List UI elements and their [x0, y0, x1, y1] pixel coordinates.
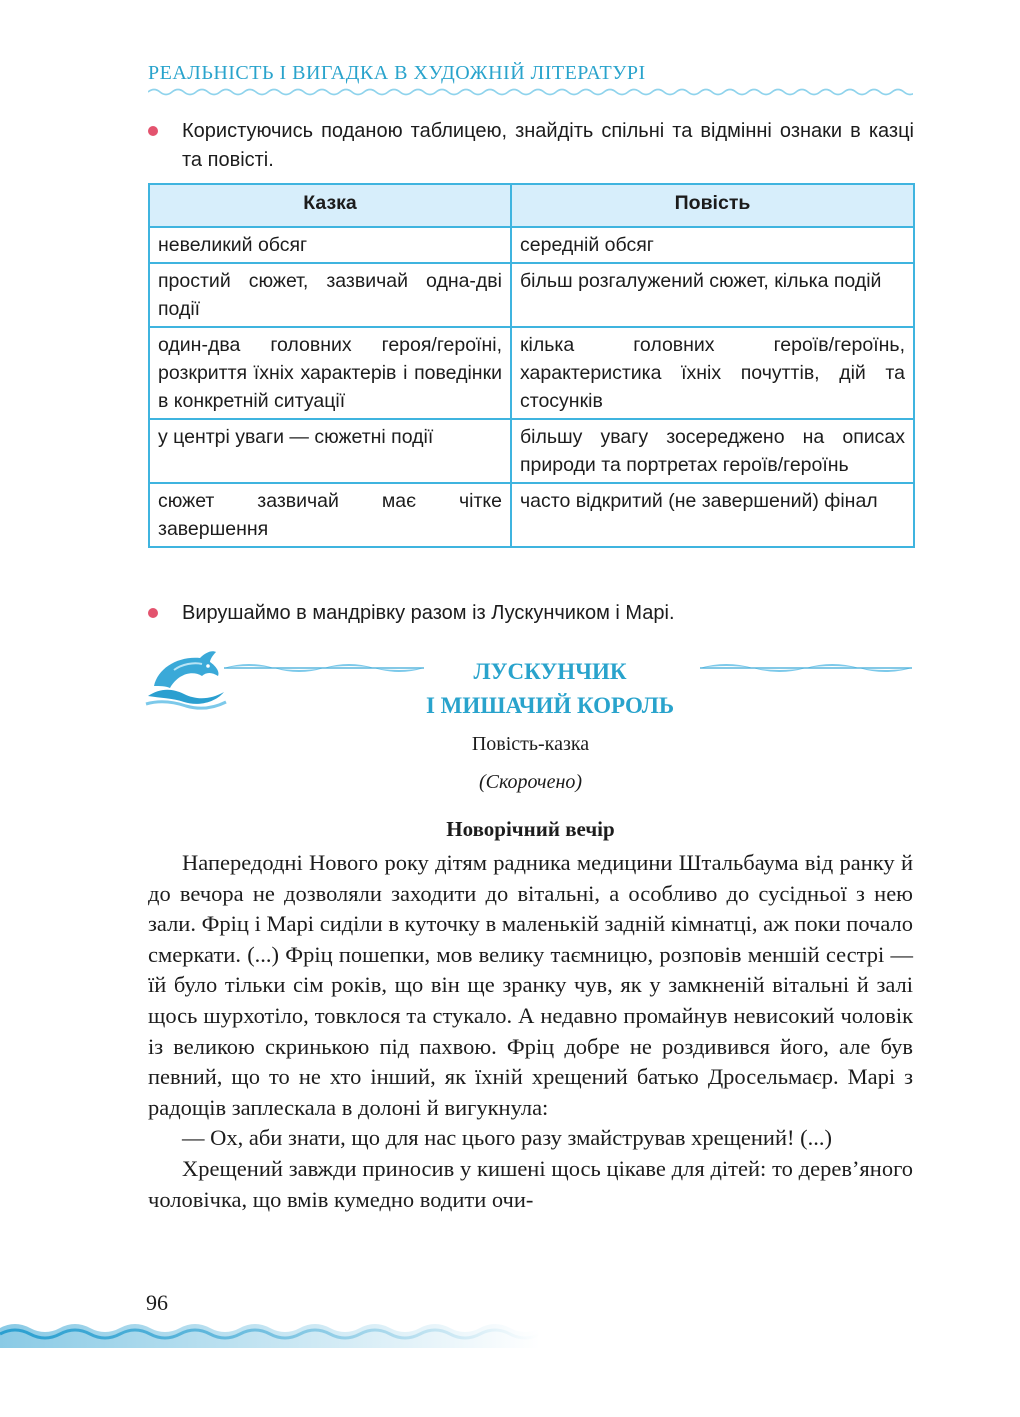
story-paragraph: Хрещений завжди приносив у кишені щось цікаве для дітей: то дерев’яного чоловічка, що вмів кумедно водити очи- — [148, 1155, 913, 1212]
story-genre: Повість-казка — [471, 733, 590, 755]
task-bullet-table — [182, 117, 914, 175]
dolphin-icon — [144, 646, 228, 710]
table-header-row — [149, 184, 914, 227]
story-paragraph: Напередодні Нового року дітям радника медицини Штальбаума від ранку й до вечора не дозволяли заходити до вітальні, а особливо до сусідньої з нею зали. Фріц і Марі сиділи в куточку в маленькій задній кімнатці, аж поки почало смеркати. (...) Фріц пошепки, мов велику таємницю, розповів меншій сестрі — їй було тільки сім років, що він ще зранку чув, як у замкненій вітальні й залі щось шурхотіло, товклося та стукало. А недавно промайнув невисокий чоловік із великою скринькою під пахвою. Фріц добре не роздивився його, але був певний, що то не хто інший, як їхній хрещений батько Дросельмаєр. Марі з радощів заплескала в долоні й вигукнула: — [148, 850, 913, 1120]
story-paragraph: — Ох, аби знати, що для нас цього разу змайстрував хрещений! (...) — [182, 1125, 832, 1151]
bullet-dot-icon — [148, 126, 158, 136]
abridged-note: (Скорочено) — [478, 771, 583, 793]
page-number: 96 — [146, 1290, 168, 1315]
table-cell: невеликий обсяг — [149, 227, 511, 263]
comparison-table — [148, 183, 915, 548]
story-title-line2: І МИШАЧИЙ КОРОЛЬ — [425, 693, 675, 718]
table-cell: більш розгалужений сюжет, кілька подій — [511, 263, 914, 327]
running-header: РЕАЛЬНІСТЬ І ВИГАДКА В ХУДОЖНІЙ ЛІТЕРАТУРІ — [148, 62, 646, 84]
table-cell: часто відкритий (не завершений) фінал — [511, 483, 914, 547]
table-row — [149, 227, 914, 263]
story-title — [400, 655, 700, 723]
title-wave-left — [224, 660, 424, 676]
table-cell: у центрі уваги — сюжетні події — [149, 419, 511, 483]
task-text: Користуючись поданою таблицею, знайдіть спільні та відмінні ознаки в казці та повісті. — [182, 120, 914, 171]
table-row — [149, 483, 914, 547]
table-cell: більшу увагу зосереджено на описах природи та портретах героїв/героїнь — [511, 419, 914, 483]
footer-wave-decoration — [0, 1318, 540, 1348]
table-cell: сюжет зазвичай має чітке завершення — [149, 483, 511, 547]
chapter-title: Новорічний вечір — [446, 817, 615, 841]
table-cell: середній обсяг — [511, 227, 914, 263]
table-row — [149, 327, 914, 419]
header-wave-divider — [148, 86, 913, 98]
title-wave-right — [700, 660, 912, 676]
column-header-novella: Повість — [511, 184, 914, 227]
task-text: Вирушаймо в мандрівку разом із Лускунчиком і Марі. — [182, 602, 675, 624]
story-title-line1: ЛУСКУНЧИК — [473, 659, 627, 684]
task-bullet-journey — [182, 599, 914, 628]
bullet-dot-icon — [148, 608, 158, 618]
column-header-fairy-tale: Казка — [149, 184, 511, 227]
table-cell: простий сюжет, зазвичай одна-дві події — [149, 263, 511, 327]
story-text — [148, 848, 913, 1215]
table-row — [149, 419, 914, 483]
table-cell: один-два головних героя/героїні, розкриття їхніх характерів і поведінки в конкретній ситуації — [149, 327, 511, 419]
table-row — [149, 263, 914, 327]
table-cell: кілька головних героїв/героїнь, характеристика їхніх почуттів, дій та стосунків — [511, 327, 914, 419]
